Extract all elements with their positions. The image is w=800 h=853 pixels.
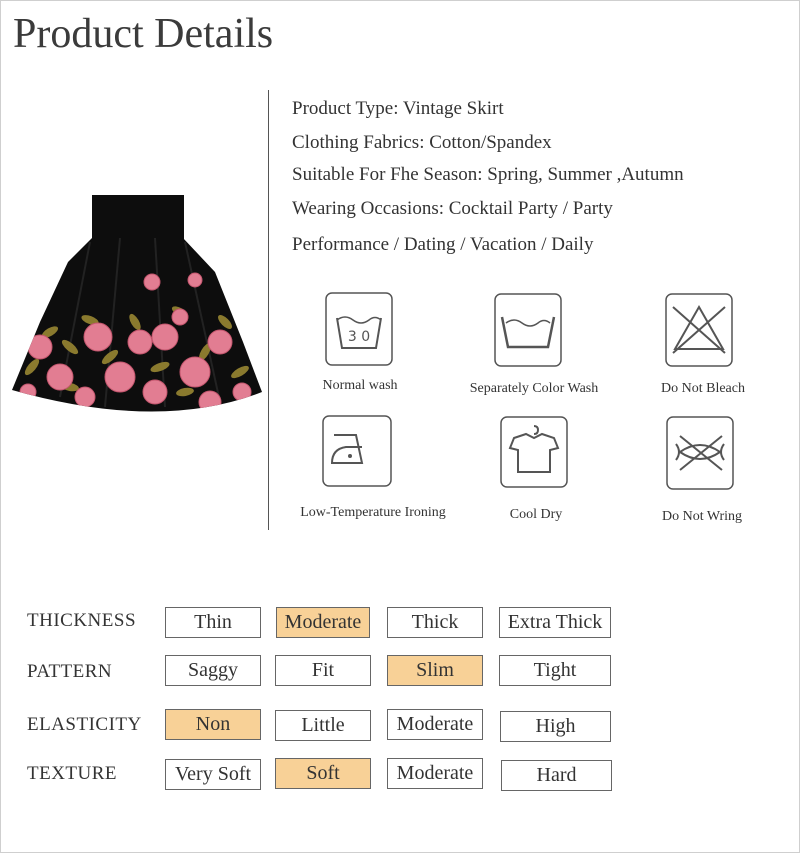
spec-fabrics: Clothing Fabrics: Cotton/Spandex [292, 132, 552, 153]
product-image [10, 192, 266, 424]
divider-line [268, 90, 269, 530]
svg-text:3 0: 3 0 [347, 329, 371, 345]
no-bleach-icon [665, 293, 735, 369]
thickness-option-extra-thick[interactable]: Extra Thick [499, 607, 611, 638]
pattern-option-slim[interactable]: Slim [387, 655, 483, 686]
texture-option-hard[interactable]: Hard [501, 760, 612, 791]
thickness-option-thick[interactable]: Thick [387, 607, 483, 638]
pattern-option-tight[interactable]: Tight [499, 655, 611, 686]
cool-dry-icon [500, 416, 570, 490]
care-label-cool-dry: Cool Dry [509, 507, 563, 522]
care-label-normal-wash: Normal wash [322, 378, 398, 393]
texture-option-soft[interactable]: Soft [275, 758, 371, 789]
attr-label-pattern: PATTERN [27, 661, 113, 682]
no-wring-icon [666, 416, 736, 492]
care-label-separate-wash: Separately Color Wash [469, 381, 599, 396]
attr-label-elasticity: ELASTICITY [27, 714, 142, 735]
skirt-waistband [92, 195, 184, 239]
elasticity-option-moderate[interactable]: Moderate [387, 709, 483, 740]
elasticity-option-high[interactable]: High [500, 711, 611, 742]
wash-30-icon [325, 292, 395, 368]
thickness-option-moderate[interactable]: Moderate [276, 607, 370, 638]
separate-wash-icon [494, 293, 564, 369]
spec-occasions-cont: Performance / Dating / Vacation / Daily [292, 234, 594, 255]
spec-product-type: Product Type: Vintage Skirt [292, 98, 504, 119]
thickness-option-thin[interactable]: Thin [165, 607, 261, 638]
low-iron-icon [322, 415, 394, 489]
pattern-option-fit[interactable]: Fit [275, 655, 371, 686]
elasticity-option-non[interactable]: Non [165, 709, 261, 740]
texture-option-very-soft[interactable]: Very Soft [165, 759, 261, 790]
spec-occasions: Wearing Occasions: Cocktail Party / Party [292, 198, 613, 219]
care-label-no-bleach: Do Not Bleach [661, 381, 745, 396]
pattern-option-saggy[interactable]: Saggy [165, 655, 261, 686]
page-title: Product Details [13, 11, 274, 57]
attr-label-thickness: THICKNESS [27, 610, 137, 631]
elasticity-option-little[interactable]: Little [275, 710, 371, 741]
care-label-low-iron: Low-Temperature Ironing [300, 505, 446, 520]
spec-season: Suitable For Fhe Season: Spring, Summer ,Autumn [292, 164, 684, 185]
texture-option-moderate[interactable]: Moderate [387, 758, 483, 789]
care-label-no-wring: Do Not Wring [661, 509, 743, 524]
attr-label-texture: TEXTURE [27, 763, 118, 784]
